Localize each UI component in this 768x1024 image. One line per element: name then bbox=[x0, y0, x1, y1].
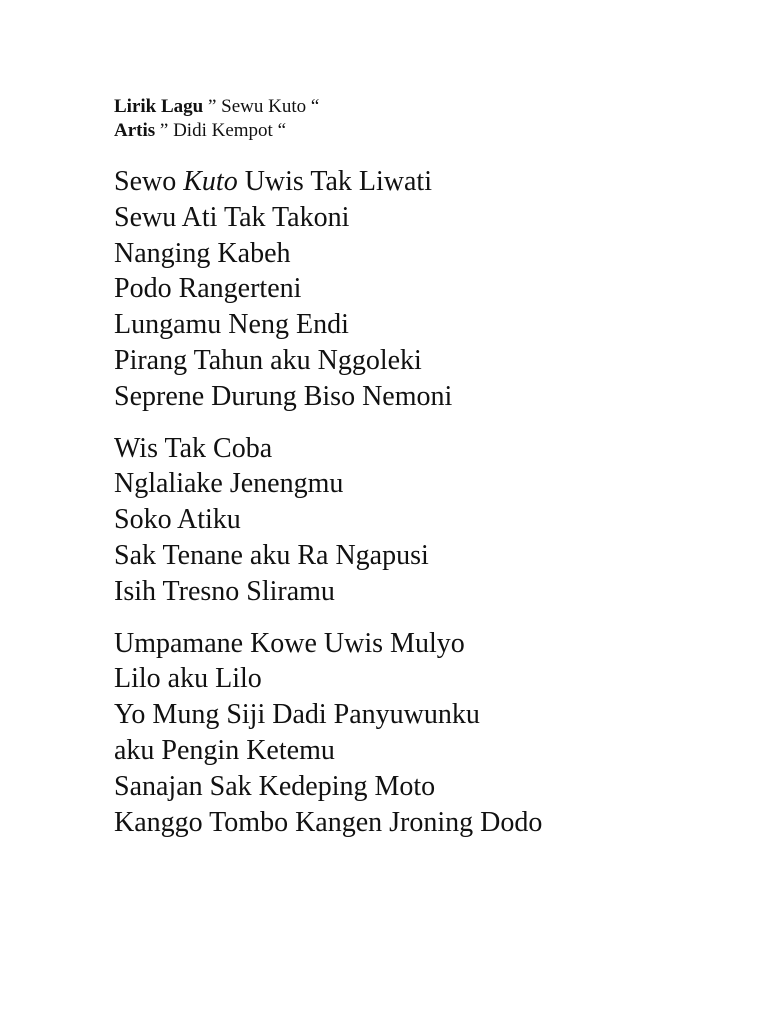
lyric-text: Uwis Tak Liwati bbox=[237, 166, 432, 197]
song-title: ” Sewu Kuto “ bbox=[203, 96, 320, 117]
document-page bbox=[114, 95, 734, 856]
artist-label: Artis bbox=[114, 120, 156, 141]
lyric-line: Pirang Tahun aku Nggoleki bbox=[114, 344, 422, 376]
lyric-line: Nglaliake Jenengmu bbox=[114, 468, 344, 500]
lyric-line: Sak Tenane aku Ra Ngapusi bbox=[114, 539, 429, 571]
lyric-italic-text: Kuto bbox=[183, 166, 238, 197]
song-label: Lirik Lagu bbox=[114, 96, 204, 117]
artist-name: ” Didi Kempot “ bbox=[155, 120, 287, 141]
lyric-line: Kanggo Tombo Kangen Jroning Dodo bbox=[114, 806, 543, 838]
lyric-line: Wis Tak Coba bbox=[114, 432, 273, 464]
lyric-line: Seprene Durung Biso Nemoni bbox=[114, 380, 453, 412]
lyric-text: Sewo bbox=[114, 166, 184, 197]
lyric-line: Podo Rangerteni bbox=[114, 273, 302, 305]
lyric-line: Soko Atiku bbox=[114, 504, 241, 536]
lyric-line: Sanajan Sak Kedeping Moto bbox=[114, 770, 436, 802]
lyric-line: Isih Tresno Sliramu bbox=[114, 575, 335, 607]
artist-line bbox=[114, 119, 734, 143]
stanza-1 bbox=[114, 164, 734, 415]
lyric-line: Nanging Kabeh bbox=[114, 237, 291, 269]
stanza-3 bbox=[114, 626, 734, 841]
song-title-line bbox=[114, 95, 734, 119]
lyric-line bbox=[114, 164, 734, 200]
lyric-line: Umpamane Kowe Uwis Mulyo bbox=[114, 627, 465, 659]
lyric-line: Lungamu Neng Endi bbox=[114, 309, 349, 341]
lyric-line: Lilo aku Lilo bbox=[114, 663, 262, 695]
stanza-2 bbox=[114, 431, 734, 610]
lyric-line: aku Pengin Ketemu bbox=[114, 734, 335, 766]
song-meta bbox=[114, 95, 734, 143]
lyric-line: Yo Mung Siji Dadi Panyuwunku bbox=[114, 699, 480, 731]
lyric-line: Sewu Ati Tak Takoni bbox=[114, 201, 350, 233]
lyrics bbox=[114, 164, 734, 840]
